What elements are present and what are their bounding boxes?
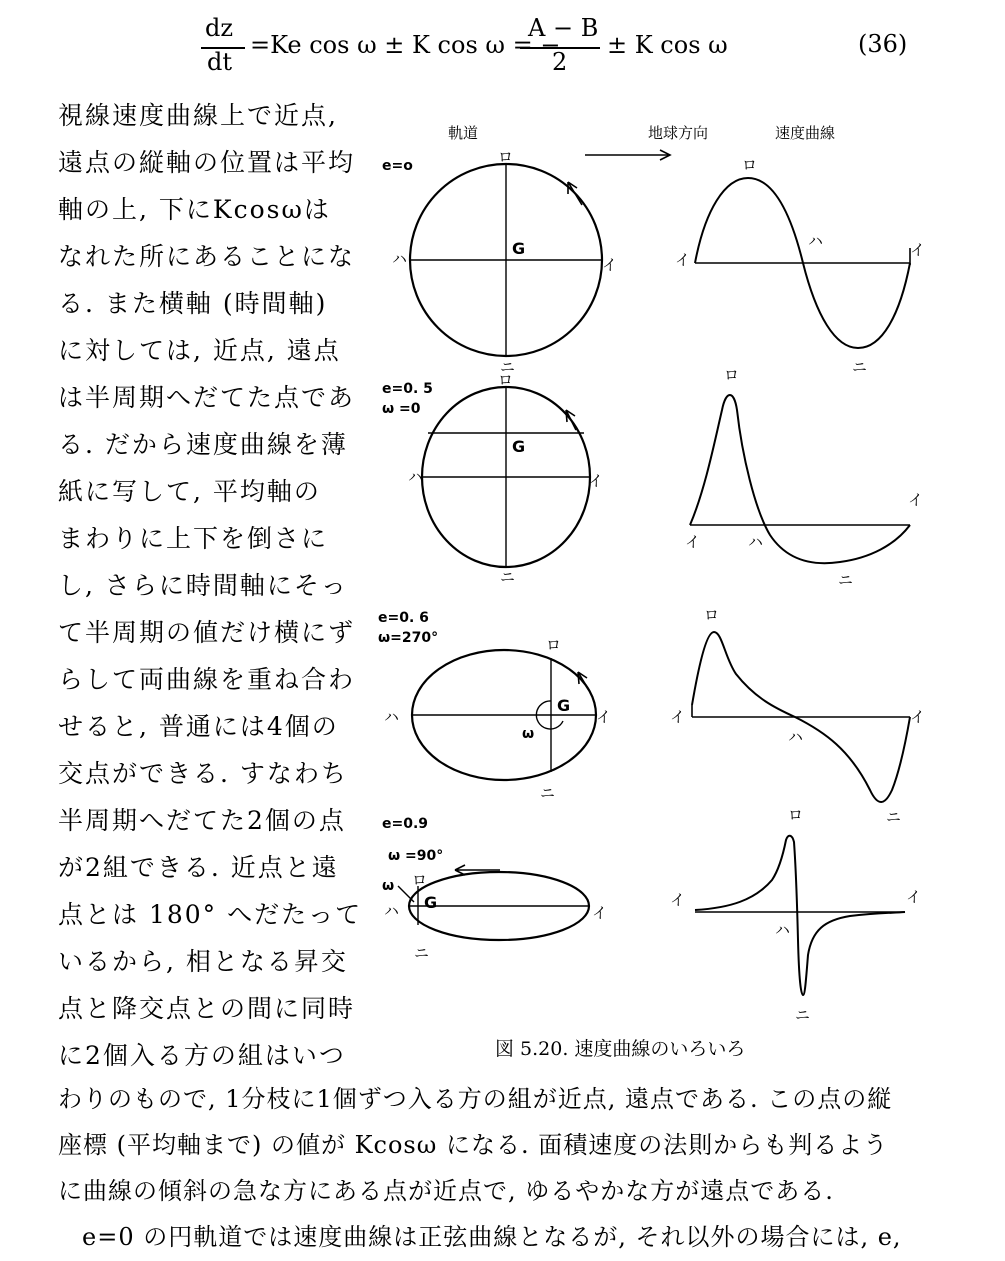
panel3-g: G [557, 696, 571, 715]
panel4-e: e=0.9 [382, 816, 429, 832]
panel2-e: e=0. 5 [382, 381, 433, 397]
equation-number: (36) [858, 30, 908, 58]
left-text-line: は半周期へだてた点であ [58, 383, 356, 412]
eq-num: A − B [528, 14, 599, 42]
curve4-ni: ニ [795, 1006, 811, 1024]
curve1-ro: ロ [742, 156, 758, 174]
bottom-text-block [58, 1076, 953, 1260]
bottom-text-line: 座標 (平均軸まで) の値が Kcosω になる. 面積速度の法則からも判るよう [58, 1131, 889, 1159]
left-text-line: まわりに上下を倒さに [58, 524, 329, 553]
panel1-ro: ロ [498, 148, 514, 166]
left-text-line: 点とは 180° へだたって [58, 900, 363, 929]
panel2-w: ω =0 [382, 401, 421, 417]
left-text-line: 紙に写して, 平均軸の [58, 477, 321, 506]
panel4-ha: ハ [384, 902, 400, 920]
panel2-ni: ニ [500, 568, 516, 586]
bottom-text-line: e=0 の円軌道では速度曲線は正弦曲線となるが, それ以外の場合には, e, [82, 1223, 902, 1251]
panel3-w-lbl: ω [522, 726, 535, 742]
bottom-text-line: わりのもので, 1分枝に1個ずつ入る方の組が近点, 遠点である. この点の縦 [58, 1085, 893, 1113]
curve3-ro: ロ [704, 606, 720, 624]
left-text-line: が2組できる. 近点と遠 [58, 853, 339, 882]
curve1-ha: ハ [808, 232, 824, 250]
figure-5-20 [370, 110, 970, 1030]
eq-den: 2 [552, 48, 568, 76]
panel1-ni: ニ [500, 358, 516, 376]
eq-tail: ± K cos ω [607, 31, 728, 59]
head-dir: 地球方向 [648, 124, 709, 142]
left-text-line: し, さらに時間軸にそっ [58, 571, 348, 600]
left-text-line: なれた所にあることにな [58, 242, 356, 271]
panel3-e: e=0. 6 [378, 610, 429, 626]
bottom-text-line: に曲線の傾斜の急な方にある点が近点で, ゆるやかな方が遠点である. [58, 1177, 834, 1205]
panel4-w-lbl: ω [382, 878, 395, 894]
curve1-i-right: イ [910, 241, 926, 259]
panel1-ha: ハ [392, 250, 408, 268]
head-curve: 速度曲線 [775, 124, 836, 142]
left-text-line: て半周期の値だけ横にず [58, 618, 356, 647]
panel4-w: ω =90° [388, 848, 444, 864]
curve2-i-left: イ [685, 533, 701, 551]
panel2-i: イ [588, 472, 604, 490]
curve2-ni: ニ [838, 571, 854, 589]
panel4-ni: ニ [414, 944, 430, 962]
panel1-e: e=o [382, 158, 413, 174]
figure-caption: 図 5.20. 速度曲線のいろいろ [495, 1038, 746, 1060]
left-text-line: いるから, 相となる昇交 [58, 947, 348, 976]
panel1-i: イ [602, 256, 618, 274]
panel2-g: G [512, 437, 526, 456]
panel4-i: イ [592, 904, 608, 922]
curve2-ro: ロ [724, 366, 740, 384]
panel3-direction-arrow [578, 672, 590, 692]
left-text-line: 点と降交点との間に同時 [58, 994, 356, 1023]
panel1-g: G [512, 239, 526, 258]
panel4-ro: ロ [412, 871, 428, 889]
panel2-ha: ハ [408, 468, 424, 486]
head-orbit: 軌道 [448, 124, 479, 142]
equation-36 [195, 14, 895, 80]
curve2-ha: ハ [748, 533, 764, 551]
curve4-ha: ハ [775, 921, 791, 939]
left-text-line: に対しては, 近点, 遠点 [58, 336, 341, 365]
curve3-ha: ハ [788, 728, 804, 746]
left-text-line: らして両曲線を重ね合わ [58, 665, 356, 694]
curve2-i-right: イ [908, 491, 924, 509]
curve3-i-right: イ [910, 708, 926, 726]
left-text-line: に2個入る方の組はいつ [58, 1041, 346, 1070]
curve3-i-left: イ [670, 708, 686, 726]
panel1-direction-arrow [568, 182, 582, 205]
curve3-ni: ニ [886, 808, 902, 826]
left-text-column [58, 92, 363, 1079]
curve1-i-left: イ [675, 251, 691, 269]
left-text-line: 半周期へだてた2個の点 [58, 806, 346, 835]
curve4-ro: ロ [788, 806, 804, 824]
panel3-i: イ [596, 708, 612, 726]
left-text-line: せると, 普通には4個の [58, 712, 339, 741]
panel2-ro: ロ [498, 371, 514, 389]
curve4-i-right: イ [906, 888, 922, 906]
curve1-ni: ニ [852, 358, 868, 376]
left-text-line: 交点ができる. すなわち [58, 759, 348, 788]
panel4-g: G [424, 893, 438, 912]
panel3-ha: ハ [384, 708, 400, 726]
panel3-w: ω=270° [378, 630, 439, 646]
left-text-line: る. だから速度曲線を薄 [58, 430, 348, 459]
curve4-curve [695, 836, 905, 995]
left-text-line: 視線速度曲線上で近点, [58, 101, 338, 130]
eq-dt: dt [207, 48, 233, 76]
panel2-direction-arrow [566, 410, 576, 430]
left-text-line: 軸の上, 下にKcosωは [58, 195, 331, 224]
eq-dz: dz [205, 14, 234, 42]
eq-middle: =Ke cos ω ± K cos ω = − [250, 31, 561, 59]
panel3-ro: ロ [546, 636, 562, 654]
left-text-line: 遠点の縦軸の位置は平均 [58, 148, 356, 177]
curve4-i-left: イ [670, 891, 686, 909]
left-text-line: る. また横軸 (時間軸) [58, 289, 328, 318]
curve2-curve [690, 395, 910, 563]
panel3-ni: ニ [540, 784, 556, 802]
